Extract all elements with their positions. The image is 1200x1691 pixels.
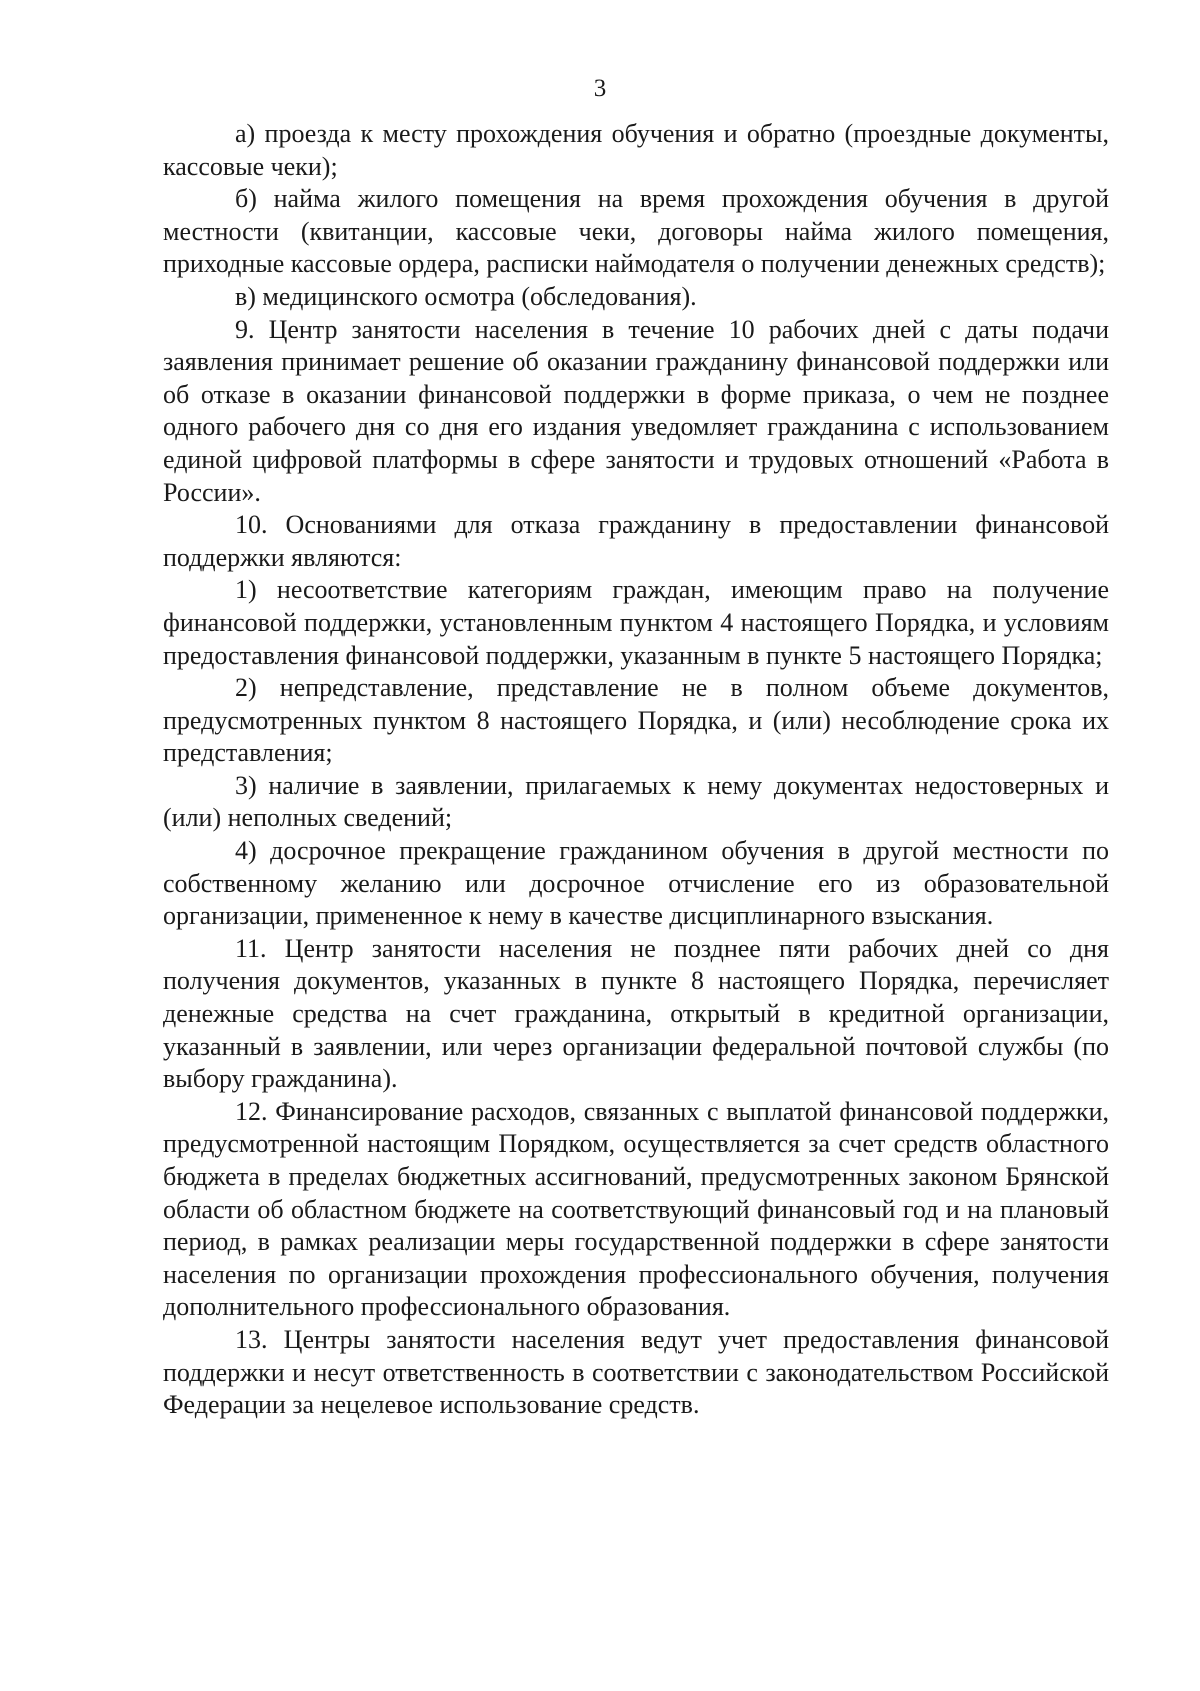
paragraph-clause-13: 13. Центры занятости населения ведут учет предоставления финансовой поддержки и несут ответственность в соответствии с законодательством Российской Федерации за нецелевое использование средств. bbox=[163, 1324, 1109, 1420]
paragraph-clause-11: 11. Центр занятости населения не позднее пяти рабочих дней со дня получения документов, указанных в пункте 8 настоящего Порядка, перечисляет денежные средства на счет гражданина, открытый в кредитной организации, указанный в заявлении, или через организации федеральной почтовой службы (по выбору гражданина). bbox=[163, 933, 1109, 1094]
paragraph-clause-12: 12. Финансирование расходов, связанных с выплатой финансовой поддержки, предусмотренной настоящим Порядком, осуществляется за счет средств областного бюджета в пределах бюджетных ассигнований, предусмотренных законом Брянской области об областном бюджете на соответствующий финансовый год и на плановый период, в рамках реализации меры государственной поддержки в сфере занятости населения по организации прохождения профессионального обучения, получения дополнительного профессионального образования. bbox=[163, 1096, 1109, 1322]
paragraph-item-a: а) проезда к месту прохождения обучения и обратно (проездные документы, кассовые чеки); bbox=[163, 119, 1109, 181]
page-number: 3 bbox=[593, 75, 607, 102]
document-body bbox=[163, 118, 1109, 1422]
paragraph-item-b: б) найма жилого помещения на время прохождения обучения в другой местности (квитанции, кассовые чеки, договоры найма жилого помещения, приходные кассовые ордера, расписки наймодателя о получении денежных средств); bbox=[163, 184, 1109, 279]
paragraph-item-v: в) медицинского осмотра (обследования). bbox=[235, 281, 697, 311]
paragraph-subitem-1: 1) несоответствие категориям граждан, имеющим право на получение финансовой поддержки, установленным пунктом 4 настоящего Порядка, и условиям предоставления финансовой поддержки, указанным в пункте 5 настоящего Порядка; bbox=[163, 575, 1109, 670]
paragraph-clause-10: 10. Основаниями для отказа гражданину в предоставлении финансовой поддержки являются: bbox=[163, 510, 1109, 572]
paragraph-subitem-4: 4) досрочное прекращение гражданином обучения в другой местности по собственному желанию или досрочное отчисление его из образовательной организации, примененное к нему в качестве дисциплинарного взыскания. bbox=[163, 836, 1109, 931]
paragraph-subitem-2: 2) непредставление, представление не в полном объеме документов, предусмотренных пунктом 8 настоящего Порядка, и (или) несоблюдение срока их представления; bbox=[163, 673, 1109, 768]
paragraph-clause-9: 9. Центр занятости населения в течение 10 рабочих дней с даты подачи заявления принимает решение об оказании гражданину финансовой поддержки или об отказе в оказании финансовой поддержки в форме приказа, о чем не позднее одного рабочего дня со дня его издания уведомляет гражданина с использованием единой цифровой платформы в сфере занятости и трудовых отношений «Работа в России». bbox=[163, 314, 1109, 507]
paragraph-subitem-3: 3) наличие в заявлении, прилагаемых к нему документах недостоверных и (или) неполных сведений; bbox=[163, 770, 1109, 833]
